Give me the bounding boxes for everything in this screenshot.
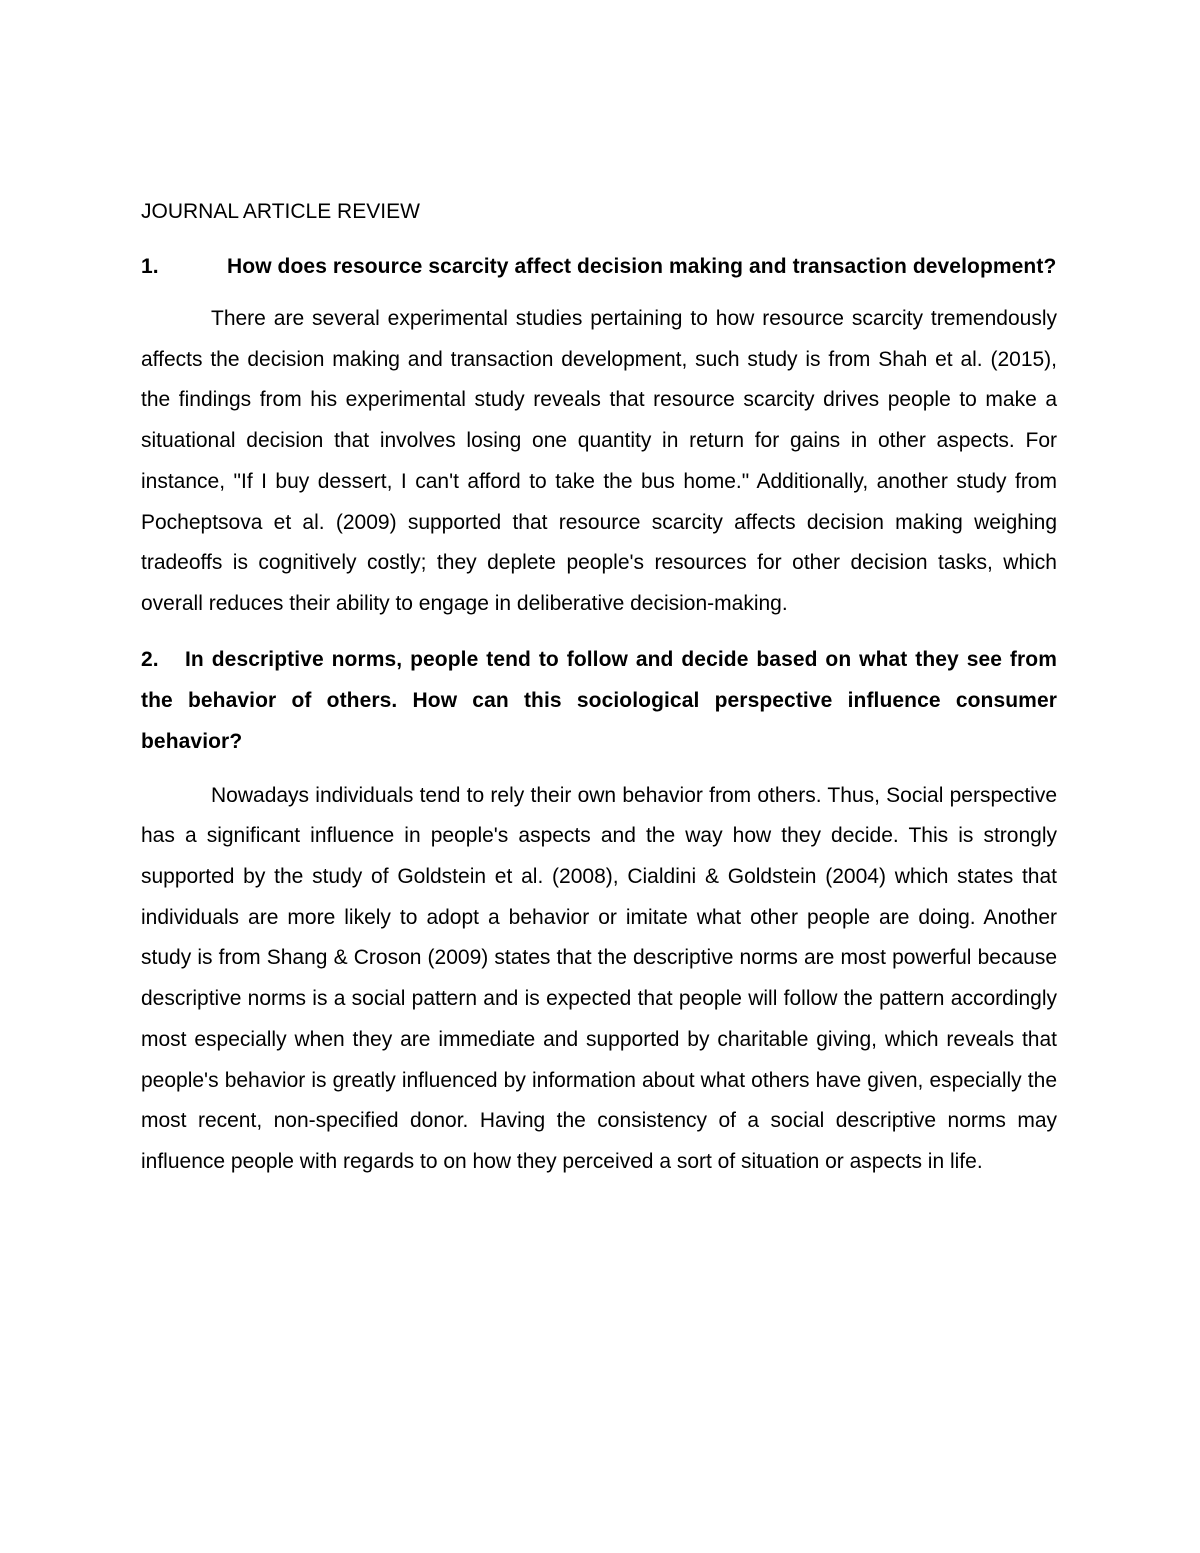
question-1 — [141, 246, 1057, 287]
question-2-text: In descriptive norms, people tend to follow and decide based on what they see from the behavior of others. How can this sociological perspective influence consumer behavior? — [141, 647, 1057, 753]
document-title: JOURNAL ARTICLE REVIEW — [141, 200, 420, 223]
question-1-text: How does resource scarcity affect decision making and transaction development? — [227, 255, 1057, 278]
answer-2: Nowadays individuals tend to rely their own behavior from others. Thus, Social perspective has a significant influence in people's aspects and the way how they decide. This is strongly supported by the study of Goldstein et al. (2008), Cialdini & Goldstein (2004) which states that individuals are more likely to adopt a behavior or imitate what other people are doing. Another study is from Shang & Croson (2009) states that the descriptive norms are most powerful because descriptive norms is a social pattern and is expected that people will follow the pattern accordingly most especially when they are immediate and supported by charitable giving, which reveals that people's behavior is greatly influenced by information about what others have given, especially the most recent, non-specified donor. Having the consistency of a social descriptive norms may influence people with regards to on how they perceived a sort of situation or aspects in life. — [141, 783, 1057, 1173]
document-body — [141, 196, 1057, 1197]
answer-1: There are several experimental studies pertaining to how resource scarcity tremendously affects the decision making and transaction development, such study is from Shah et al. (2015), the findings from his experimental study reveals that resource scarcity drives people to make a situational decision that involves losing one quantity in return for gains in other aspects. For instance, "If I buy dessert, I can't afford to take the bus home." Additionally, another study from Pocheptsova et al. (2009) supported that resource scarcity affects decision making weighing tradeoffs is cognitively costly; they deplete people's resources for other decision tasks, which overall reduces their ability to engage in deliberative decision-making. — [141, 307, 1057, 615]
question-2 — [141, 639, 1057, 762]
question-1-number: 1. — [141, 255, 159, 278]
question-2-number: 2. — [141, 647, 159, 671]
